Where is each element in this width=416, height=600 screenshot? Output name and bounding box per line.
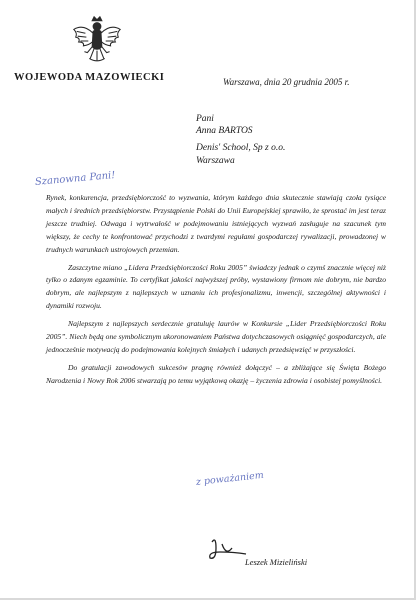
body-paragraph-1: Rynek, konkurencja, przedsiębiorczość to wyzwania, którym każdego dnia skutecznie stawiają czoła tysiące małych i średnich przedsiębiorstw. Przystąpienie Polski do Unii Europejskiej sprawiło, że sprostać im jest teraz jeszcze trudniej. Odwaga i wytrwałość w podejmowaniu istniejących wyzwań zasługuje na szacunek tym większy, że cechy te konfrontować przychodzi z twardymi regułami gospodarczej rywalizacji, prowadzonej w trudnych warunkach ustrojowych przemian. bbox=[46, 193, 386, 254]
recipient-address bbox=[196, 113, 285, 167]
recipient-title: Pani bbox=[196, 114, 214, 124]
handwritten-closing: z poważaniem bbox=[195, 469, 265, 488]
polish-eagle-emblem bbox=[68, 12, 126, 70]
letter-body bbox=[46, 192, 386, 393]
body-paragraph-2: Zaszczytne miano „Lidera Przedsiębiorczości Roku 2005” świadczy jednak o czymś znacznie więcej niż tylko o zdanym egzaminie. To certyfikat jakości najwyższej próby, wystawiony firmom nie dobrym, nie bardzo dobrym, ale najlepszym z najlepszych w uznaniu ich profesjonalizmu, inwencji, szczególnej aktywności i dynamiki rozwoju. bbox=[46, 262, 386, 311]
recipient-company: Denis' School, Sp z o.o. bbox=[196, 143, 286, 154]
body-paragraph-4: Do gratulacji zawodowych sukcesów pragnę również dołączyć – a zbliżające się Święta Bożego Narodzenia i Nowy Rok 2006 stwarzają po temu wyjątkową okazję – życzenia zdrowia i osobistej pomyślności. bbox=[46, 362, 386, 385]
signer-name: Leszek Mizieliński bbox=[245, 557, 308, 567]
letter-date: Warszawa, dnia 20 grudnia 2005 r. bbox=[223, 77, 350, 87]
organization-name: WOJEWODA MAZOWIECKI bbox=[14, 72, 165, 83]
recipient-city: Warszawa bbox=[196, 155, 235, 166]
recipient-name: Anna BARTOS bbox=[196, 126, 253, 137]
handwritten-salutation: Szanowna Pani! bbox=[34, 169, 116, 188]
body-paragraph-3: Najlepszym z najlepszych serdecznie gratuluję laurów w Konkursie „Lider Przedsiębiorczości Roku 2005”. Niech będą one symbolicznym ukoronowaniem Państwa dotychczasowych osiągnięć gospodarczych, ale jednocześnie motywacją do podejmowania kolejnych śmiałych i udanych przedsięwzięć w przyszłości. bbox=[46, 319, 386, 354]
